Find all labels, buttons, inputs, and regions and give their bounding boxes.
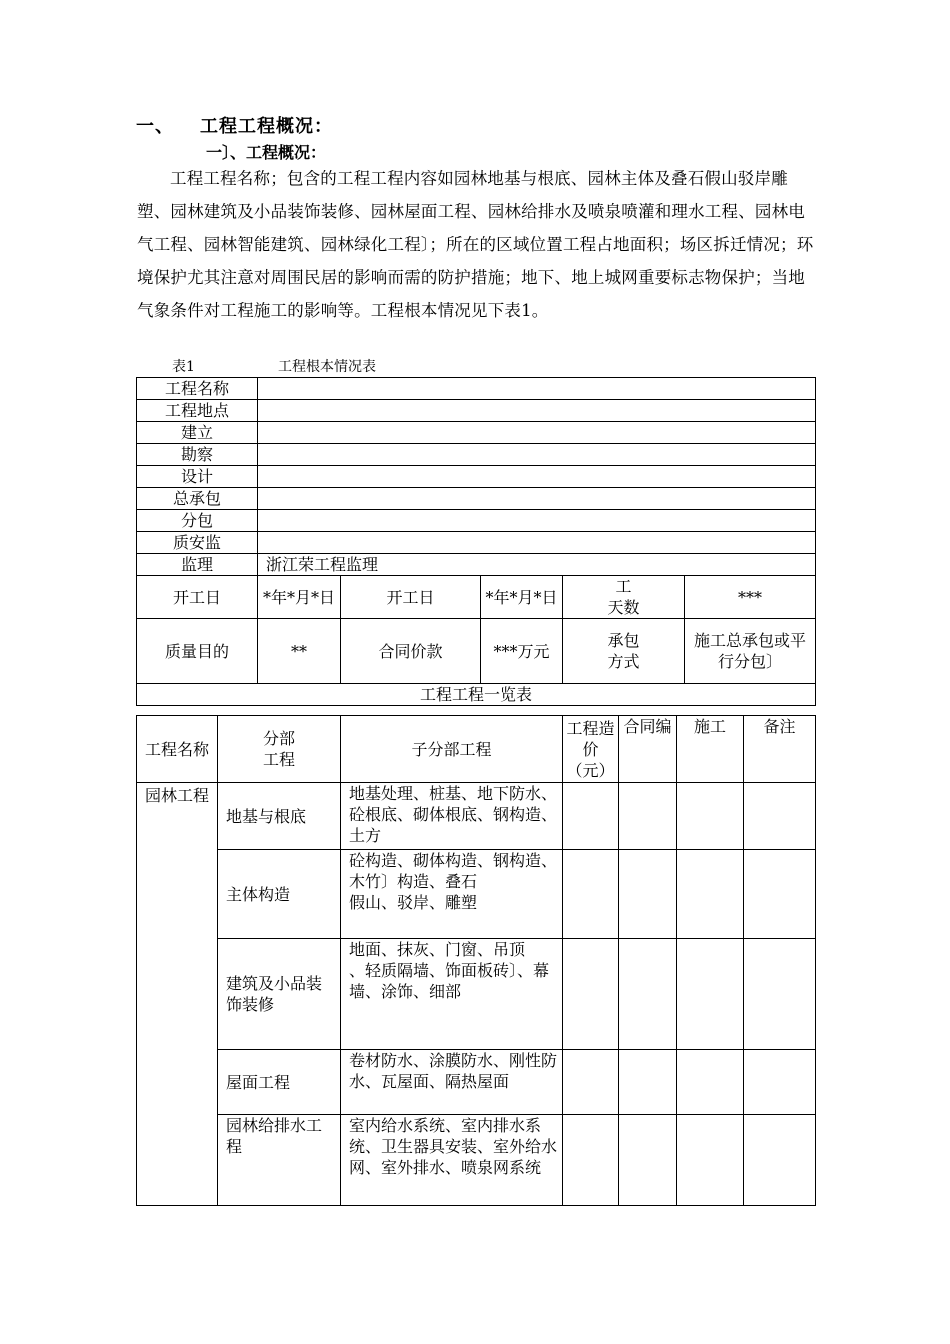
part-cell: 地基与根底 [218,783,341,850]
empty-cell [619,850,677,939]
start-date-row-l1: 开工日 [137,576,258,619]
section-number: 一、 [136,116,174,137]
info-row [137,422,816,444]
info-label: 建立 [137,422,258,444]
empty-cell [744,850,816,939]
quality-row-v2: ***万元 [481,619,563,684]
start-date-row [137,576,816,619]
table-caption: 工程根本情况表 [278,359,376,375]
start-date-row-v3: *** [685,576,816,619]
empty-cell [619,1115,677,1206]
info-label: 工程名称 [137,378,258,400]
info-label: 设计 [137,466,258,488]
start-date-row-l3: 工 天数 [563,576,685,619]
quality-row-v1: ** [258,619,341,684]
info-label: 质安监 [137,532,258,554]
overview-row [137,1050,816,1115]
info-value [258,532,816,554]
info-value [258,422,816,444]
empty-cell [677,939,744,1050]
group-cell: 园林工程 [137,783,218,1206]
info-row [137,510,816,532]
subpart-cell: 卷材防水、涂膜防水、刚性防水、瓦屋面、隔热屋面 [341,1050,563,1115]
empty-cell [677,1050,744,1115]
overview-header-cell: 子分部工程 [341,716,563,783]
empty-cell [563,850,619,939]
quality-row-l3: 承包 方式 [563,619,685,684]
quality-row [137,619,816,684]
subsection-heading: 一〕、工程概况： [206,143,327,162]
info-value [258,444,816,466]
section-heading [136,112,333,138]
empty-cell [744,783,816,850]
empty-cell [744,1050,816,1115]
empty-cell [744,939,816,1050]
part-cell: 建筑及小品装饰装修 [218,939,341,1050]
overview-header-cell: 工程名称 [137,716,218,783]
overview-header-row [137,716,816,783]
table-number: 表1 [172,359,195,375]
empty-cell [563,939,619,1050]
overview-row [137,1115,816,1206]
info-row [137,444,816,466]
overview-header-cell: 备注 [744,716,816,783]
overview-header-cell: 工程造价（元） [563,716,619,783]
empty-cell [563,1050,619,1115]
info-row [137,378,816,400]
info-label: 监理 [137,554,258,576]
empty-cell [677,783,744,850]
info-row [137,466,816,488]
quality-row-l2: 合同价款 [341,619,481,684]
overview-paragraph: 工程工程名称；包含的工程工程内容如园林地基与根底、园林主体及叠石假山驳岸雕塑、园林建筑及小品装饰装修、园林屋面工程、园林给排水及喷泉喷灌和理水工程、园林电气工程、园林智能建筑、园林绿化工程〕；所在的区域位置工程占地面积；场区拆迁情况；环境保护尤其注意对周围民居的影响而需的防护措施；地下、地上城网重要标志物保护；当地气象条件对工程施工的影响等。工程根本情况见下表1。 [137,169,814,320]
info-label: 总承包 [137,488,258,510]
start-date-row-l2: 开工日 [341,576,481,619]
empty-cell [619,939,677,1050]
subpart-cell: 砼构造、砌体构造、钢构造、木竹〕构造、叠石 假山、驳岸、雕塑 [341,850,563,939]
part-cell: 主体构造 [218,850,341,939]
overview-title: 工程工程一览表 [137,684,816,706]
overview-title-row [137,684,816,706]
info-value [258,400,816,422]
info-value [258,510,816,532]
empty-cell [677,850,744,939]
quality-row-v3: 施工总承包或平行分包〕 [685,619,816,684]
info-row [137,554,816,576]
start-date-row-v2: *年*月*日 [481,576,563,619]
overview-row [137,850,816,939]
project-overview-table [136,715,816,1206]
section-title: 工程工程概况： [200,116,333,137]
subpart-cell: 室内给水系统、室内排水系统、卫生器具安装、室外给水网、室外排水、喷泉网系统 [341,1115,563,1206]
info-value: 浙江荣工程监理 [258,554,816,576]
info-value [258,488,816,510]
start-date-row-v1: *年*月*日 [258,576,341,619]
subpart-cell: 地基处理、桩基、地下防水、砼根底、砌体根底、钢构造、土方 [341,783,563,850]
part-cell: 屋面工程 [218,1050,341,1115]
empty-cell [619,783,677,850]
overview-row [137,783,816,850]
empty-cell [563,783,619,850]
overview-header-cell: 合同编 [619,716,677,783]
empty-cell [563,1115,619,1206]
overview-header-cell: 施工 [677,716,744,783]
project-info-table [136,377,816,706]
overview-row [137,939,816,1050]
part-cell: 园林给排水工程 [218,1115,341,1206]
info-label: 勘察 [137,444,258,466]
info-row [137,532,816,554]
info-value [258,378,816,400]
overview-header-cell: 分部 工程 [218,716,341,783]
info-label: 工程地点 [137,400,258,422]
info-row [137,488,816,510]
subpart-cell: 地面、抹灰、门窗、吊顶 、轻质隔墙、饰面板砖〕、幕墙、涂饰、细部 [341,939,563,1050]
empty-cell [619,1050,677,1115]
quality-row-l1: 质量目的 [137,619,258,684]
info-value [258,466,816,488]
info-row [137,400,816,422]
info-label: 分包 [137,510,258,532]
empty-cell [677,1115,744,1206]
empty-cell [744,1115,816,1206]
